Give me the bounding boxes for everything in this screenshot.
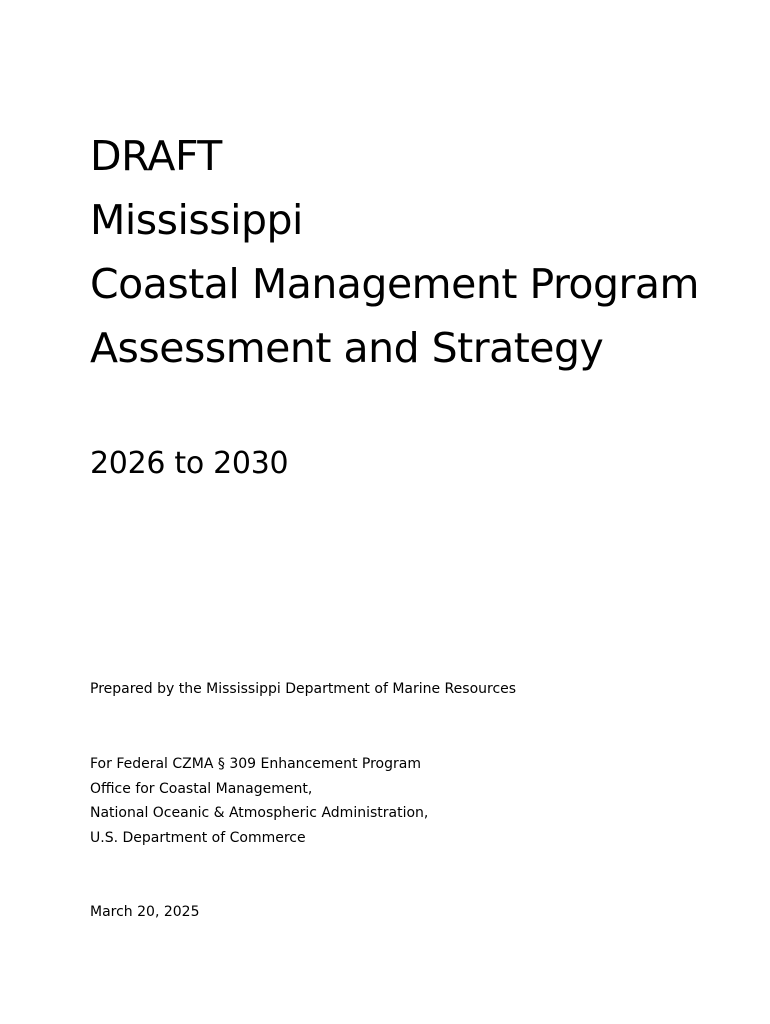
title-program: Coastal Management Program	[90, 260, 699, 308]
year-range: 2026 to 2030	[90, 446, 289, 481]
title-assessment: Assessment and Strategy	[90, 324, 604, 372]
title-state: Mississippi	[90, 196, 303, 244]
document-title	[90, 124, 750, 380]
federal-line-noaa: National Oceanic & Atmospheric Administration,	[90, 805, 429, 821]
federal-line-commerce: U.S. Department of Commerce	[90, 829, 306, 846]
federal-line-office: Office for Coastal Management,	[90, 780, 313, 797]
title-draft: DRAFT	[90, 132, 222, 180]
document-date: March 20, 2025	[90, 904, 200, 920]
federal-program-info	[90, 752, 428, 850]
prepared-by: Prepared by the Mississippi Department of Marine Resources	[90, 681, 517, 697]
federal-line-program: For Federal CZMA § 309 Enhancement Program	[90, 756, 421, 772]
